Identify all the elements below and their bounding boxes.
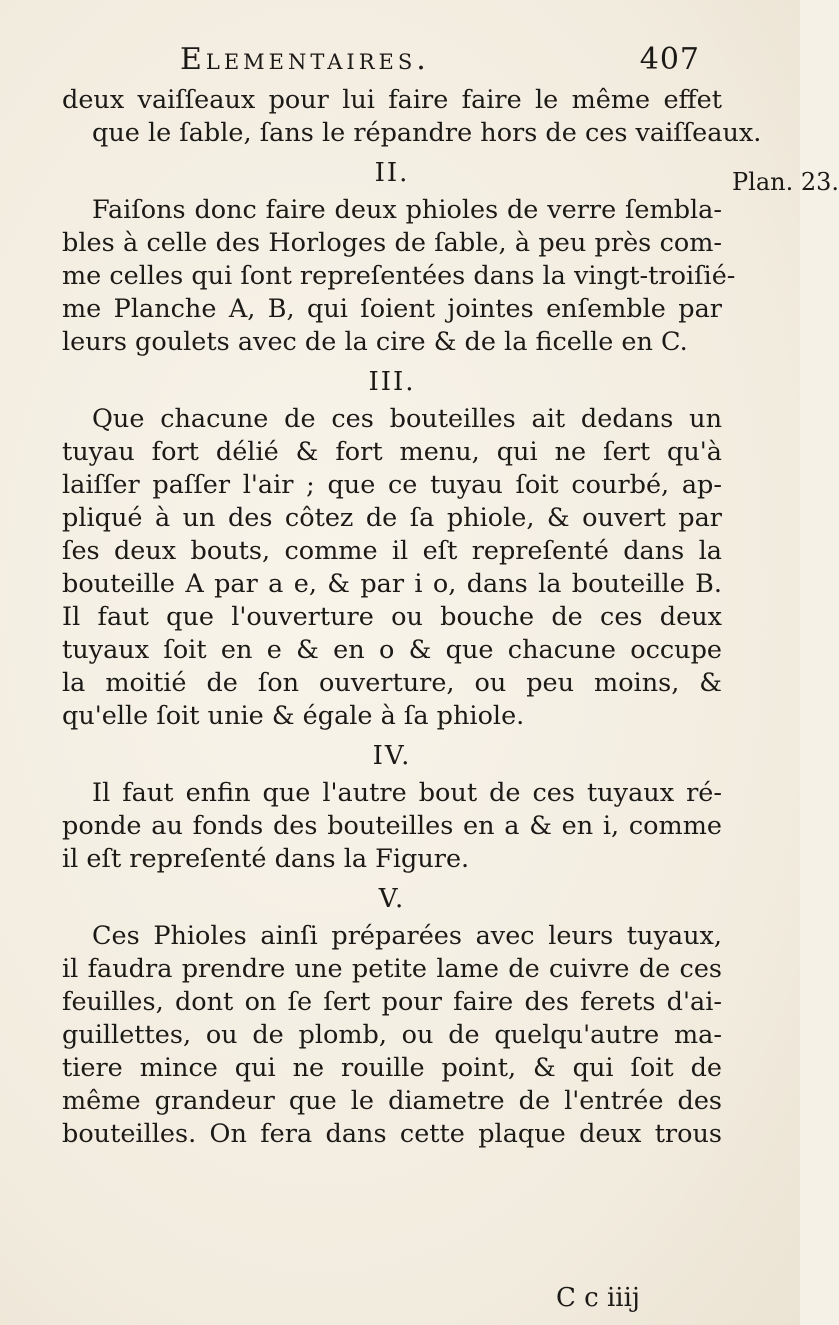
text-line: Que chacune de ces bouteilles ait dedans un [92,404,722,434]
text-line: il eſt repreſenté dans la Figure. [62,844,470,874]
text-line: guillettes, ou de plomb, ou de quelqu'autre ma- [62,1020,722,1050]
text-line: qu'elle ſoit unie & égale à ſa phiole. [62,701,525,731]
text-line: leurs goulets avec de la cire & de la ficelle en C. [62,327,688,357]
text-line: deux vaiſſeaux pour lui faire faire le même effet [62,85,722,115]
running-title: Elementaires. [180,42,430,77]
text-line: me celles qui ſont repreſentées dans la vingt-troiſié- [62,261,736,291]
text-line: même grandeur que le diametre de l'entrée des [62,1086,722,1116]
text-line: me Planche A, B, qui ſoient jointes enſemble par [62,294,722,324]
section-heading-2: II. [374,158,410,188]
section-heading-4: IV. [372,741,412,771]
text-line: il faudra prendre une petite lame de cuivre de ces [62,954,722,984]
text-line: tuyau fort délié & fort menu, qui ne ſert qu'à [62,437,722,467]
section-heading-5: V. [378,884,406,914]
text-line: tiere mince qui ne rouille point, & qui ſoit de [62,1053,722,1083]
text-line: bouteilles. On fera dans cette plaque deux trous [62,1119,722,1149]
margin-note: Plan. 23. [732,168,839,196]
text-line: Il faut enfin que l'autre bout de ces tuyaux ré- [92,778,722,808]
text-line: bles à celle des Horloges de ſable, à peu près com- [62,228,722,258]
text-line: que le ſable, ſans le répandre hors de ces vaiſſeaux. [92,118,762,148]
text-line: Ces Phioles ainſi préparées avec leurs tuyaux, [92,921,722,951]
text-block [62,84,762,1151]
text-line: Il faut que l'ouverture ou bouche de ces deux [62,602,722,632]
section-heading-3: III. [368,367,416,397]
signature-mark: C c iiij [556,1283,640,1313]
text-line: pliqué à un des côtez de ſa phiole, & ouvert par [62,503,722,533]
text-line: feuilles, dont on ſe ſert pour faire des ferets d'ai- [62,987,722,1017]
text-line: tuyaux ſoit en e & en o & que chacune occupe [62,635,722,665]
text-line: laiſſer paſſer l'air ; que ce tuyau ſoit courbé, ap- [62,470,722,500]
text-line: bouteille A par a e, & par i o, dans la bouteille B. [62,569,722,599]
running-header [160,42,720,86]
page-number: 407 [639,42,700,77]
text-line: la moitié de ſon ouverture, ou peu moins, & [62,668,722,698]
text-line: ponde au fonds des bouteilles en a & en i, comme [62,811,722,841]
text-line: ſes deux bouts, comme il eſt repreſenté dans la [62,536,722,566]
text-line: Faiſons donc faire deux phioles de verre ſembla- [92,195,722,225]
